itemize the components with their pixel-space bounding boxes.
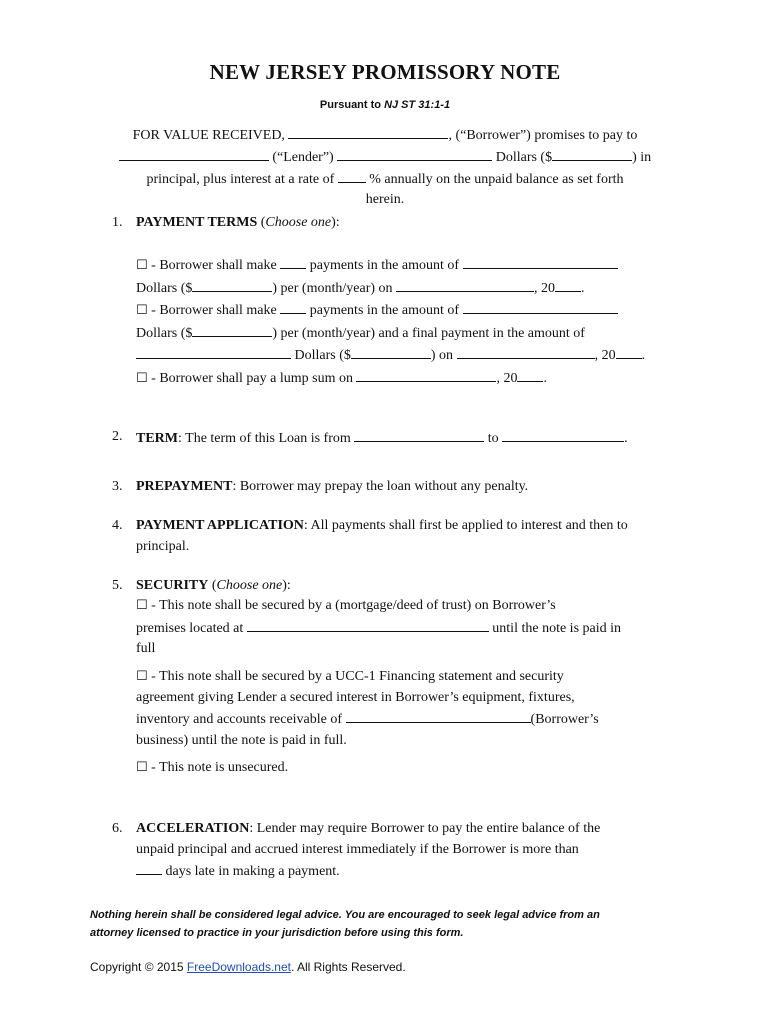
- blank-payment-amount-number[interactable]: [192, 277, 272, 292]
- option-text: payments in the amount of: [309, 303, 460, 318]
- section-text: days late in making a payment.: [165, 864, 340, 879]
- intro-text: (“Lender”): [272, 150, 334, 165]
- section-text: to: [487, 431, 499, 446]
- copyright-text: Copyright © 2015: [90, 960, 187, 974]
- section-number: 4.: [112, 518, 123, 533]
- section-body: [136, 819, 681, 883]
- heading-text: (: [257, 215, 266, 230]
- copyright-text: . All Rights Reserved.: [290, 960, 406, 974]
- option-text: Dollars ($: [136, 280, 193, 296]
- checkbox[interactable]: ☐: [136, 303, 148, 318]
- section-text: : Lender may require Borrower to pay the entire balance of the: [249, 821, 601, 836]
- blank-due-date[interactable]: [396, 277, 534, 292]
- choose-one-note: Choose one: [265, 215, 332, 230]
- section-heading-line: [136, 213, 681, 234]
- intro-text: % annually on the unpaid balance as set forth: [369, 172, 624, 187]
- section-heading: PREPAYMENT: [136, 479, 233, 494]
- blank-year[interactable]: [517, 367, 543, 382]
- statute-reference: [0, 99, 770, 111]
- statute-prefix: Pursuant to: [319, 99, 385, 111]
- intro-text: , (“Borrower”) promises to pay to: [448, 128, 638, 143]
- blank-borrower-business[interactable]: [346, 708, 531, 723]
- blank-amount-number[interactable]: [552, 146, 632, 161]
- option-text: - Borrower shall pay a lump sum on: [147, 371, 353, 386]
- intro-text: herein.: [365, 192, 405, 207]
- blank-payment-amount-words[interactable]: [463, 299, 618, 314]
- blank-payment-count[interactable]: [280, 254, 306, 269]
- disclaimer-line: Nothing herein shall be considered legal advice. You are encouraged to seek legal advice from an: [90, 909, 600, 921]
- section-body: [136, 516, 681, 557]
- heading-text: ):: [282, 578, 291, 593]
- option-text: .: [581, 280, 585, 296]
- option-text: .: [641, 348, 646, 363]
- section-heading: TERM: [136, 431, 178, 446]
- intro-text: principal, plus interest at a rate of: [146, 172, 335, 187]
- disclaimer-line: attorney licensed to practice in your jurisdiction before using this form.: [90, 927, 464, 939]
- option-text: ) per (month/year) and a final payment in the amount of: [272, 325, 585, 341]
- blank-interest-rate[interactable]: [338, 168, 366, 183]
- option-text: , 20: [534, 280, 556, 296]
- checkbox[interactable]: ☐: [136, 598, 148, 613]
- section-text: : All payments shall first be applied to interest and then to: [303, 518, 628, 533]
- section-heading: ACCELERATION: [136, 821, 250, 836]
- blank-final-amount-words[interactable]: [136, 344, 291, 359]
- option-text: - Borrower shall make: [147, 258, 277, 273]
- option-text: ) on: [430, 348, 454, 363]
- option-text: business) until the note is paid in full.: [136, 732, 347, 748]
- blank-payment-amount-words[interactable]: [463, 254, 618, 269]
- heading-text: ):: [331, 215, 340, 230]
- blank-days-late[interactable]: [136, 860, 162, 875]
- section-text: unpaid principal and accrued interest immediately if the Borrower is more than: [136, 841, 579, 857]
- section-text: .: [624, 431, 628, 446]
- section-number: 5.: [112, 578, 123, 593]
- option-text: (Borrower’s: [530, 712, 599, 727]
- section-body: [136, 427, 681, 450]
- blank-premises-address[interactable]: [247, 617, 489, 632]
- option-text: Dollars ($: [294, 348, 351, 363]
- option-text: payments in the amount of: [309, 258, 460, 273]
- blank-lender-name[interactable]: [119, 146, 269, 161]
- option-text: Dollars ($: [136, 325, 193, 341]
- freedownloads-link[interactable]: FreeDownloads.net: [186, 960, 291, 974]
- blank-term-start[interactable]: [354, 427, 484, 442]
- blank-date[interactable]: [288, 124, 448, 139]
- blank-final-amount-number[interactable]: [351, 344, 431, 359]
- payment-option-lump-sum: [136, 367, 676, 390]
- blank-payment-count[interactable]: [280, 299, 306, 314]
- section-heading-line: [136, 576, 681, 597]
- legal-disclaimer: [90, 906, 690, 942]
- security-option-unsecured: [136, 758, 676, 779]
- section-number: 3.: [112, 479, 123, 494]
- blank-year[interactable]: [555, 277, 581, 292]
- option-text: ) per (month/year) on: [272, 280, 393, 296]
- section-body: [136, 477, 681, 498]
- security-option-mortgage: [136, 596, 676, 660]
- security-option-ucc1: [136, 667, 676, 751]
- option-text: , 20: [496, 371, 518, 386]
- option-text: - Borrower shall make: [147, 303, 277, 318]
- checkbox[interactable]: ☐: [136, 258, 148, 273]
- option-text: - This note is unsecured.: [147, 760, 289, 775]
- intro-text: ) in: [632, 150, 652, 165]
- blank-lump-sum-date[interactable]: [356, 367, 496, 382]
- section-number: 6.: [112, 821, 123, 836]
- choose-one-note: Choose one: [216, 578, 283, 593]
- section-heading: PAYMENT APPLICATION: [136, 518, 304, 533]
- heading-text: (: [208, 578, 217, 593]
- option-text: - This note shall be secured by a (mortgage/deed of trust) on Borrower’s: [147, 598, 556, 613]
- section-text: principal.: [136, 538, 190, 554]
- blank-payment-amount-number[interactable]: [192, 322, 272, 337]
- option-text: .: [543, 371, 547, 386]
- option-text: , 20: [594, 348, 616, 363]
- checkbox[interactable]: ☐: [136, 760, 148, 775]
- blank-final-date[interactable]: [457, 344, 595, 359]
- blank-year[interactable]: [616, 344, 642, 359]
- document-title: NEW JERSEY PROMISSORY NOTE: [209, 60, 561, 84]
- blank-term-end[interactable]: [502, 427, 624, 442]
- option-text: premises located at: [136, 620, 244, 636]
- option-text: inventory and accounts receivable of: [136, 712, 343, 727]
- statute-citation: NJ ST 31:1-1: [384, 99, 451, 111]
- section-number: 2.: [112, 429, 123, 444]
- section-text: : Borrower may prepay the loan without any penalty.: [232, 479, 529, 494]
- copyright-line: [90, 960, 406, 974]
- option-text: full: [136, 641, 156, 656]
- option-text: until the note is paid in: [492, 620, 622, 636]
- section-heading: PAYMENT TERMS: [136, 215, 258, 230]
- intro-paragraph: [100, 124, 670, 210]
- intro-text: Dollars ($: [495, 150, 553, 165]
- option-text: agreement giving Lender a secured interest in Borrower’s equipment, fixtures,: [136, 689, 575, 705]
- section-heading: SECURITY: [136, 578, 209, 593]
- intro-text: FOR VALUE RECEIVED,: [132, 128, 285, 143]
- checkbox[interactable]: ☐: [136, 371, 148, 386]
- blank-amount-words[interactable]: [337, 146, 492, 161]
- option-text: - This note shall be secured by a UCC-1 Financing statement and security: [147, 669, 564, 684]
- section-text: : The term of this Loan is from: [178, 431, 351, 446]
- section-number: 1.: [112, 215, 123, 230]
- checkbox[interactable]: ☐: [136, 669, 148, 684]
- payment-option-installments: [136, 254, 676, 367]
